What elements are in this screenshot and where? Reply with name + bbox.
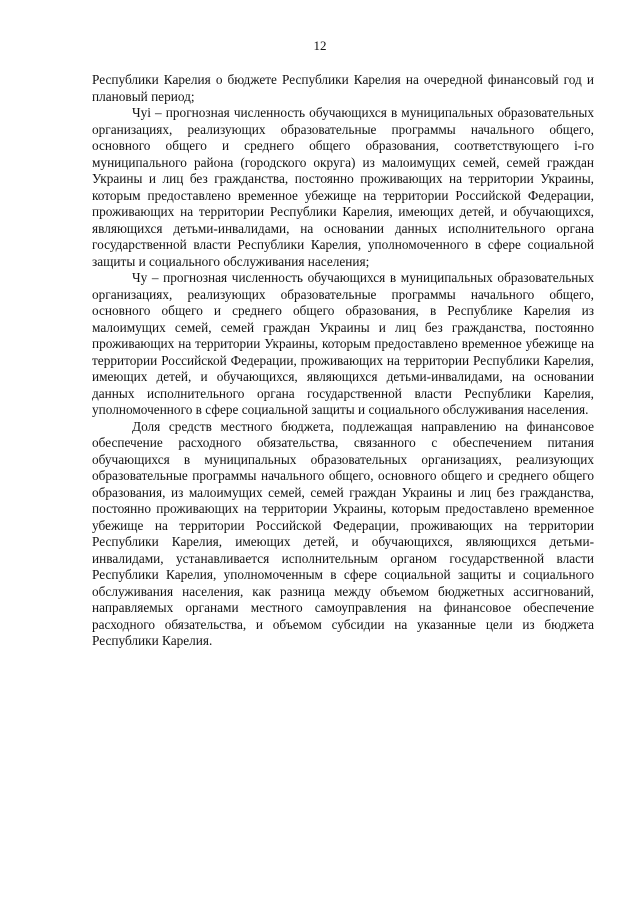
paragraph-definition-chu: Чу – прогнозная численность обучающихся в муниципальных образовательных организациях, реализующих образовательные программы начального общего, основного общего и среднего общего образования, в Республике Карелия из малоимущих семей, семей граждан Украины и лиц без гражданства, постоянно проживающих на территории Украины, которым предоставлено временное убежище на территории Российской Федерации, проживающих на территории Республики Карелия, имеющих детей, и обучающихся, являющихся детьми-инвалидами, на основании данных исполнительного органа государственной власти Республики Карелия, уполномоченного в сфере социальной защиты и социального обслуживания населения. xyxy=(92,270,594,417)
document-body xyxy=(92,72,594,650)
paragraph-definition-chui: Чуi – прогнозная численность обучающихся в муниципальных образовательных организациях, реализующих образовательные программы начального общего, основного общего и среднего общего образования, соответствующего i-го муниципального района (городского округа) из малоимущих семей, семей граждан Украины и лиц без гражданства, постоянно проживающих на территории Украины, которым предоставлено временное убежище на территории Российской Федерации, проживающих на территории Республики Карелия, имеющих детей, и обучающихся, являющихся детьми-инвалидами, на основании данных исполнительного органа государственной власти Республики Карелия, уполномоченного в сфере социальной защиты и социального обслуживания населения; xyxy=(92,105,594,269)
paragraph-local-budget-share: Доля средств местного бюджета, подлежащая направлению на финансовое обеспечение расходного обязательства, связанного с обеспечением питания обучающихся в муниципальных образовательных организациях, реализующих образовательные программы начального общего, основного общего и среднего общего образования, из малоимущих семей, семей граждан Украины и лиц без гражданства, постоянно проживающих на территории Украины, которым предоставлено временное убежище на территории Российской Федерации, проживающих на территории Республики Карелия, имеющих детей, и обучающихся, являющихся детьми-инвалидами, устанавливается исполнительным органом государственной власти Республики Карелия, уполномоченным в сфере социальной защиты и социального обслуживания населения, как разница между объемом бюджетных ассигнований, направляемых органами местного самоуправления на финансовое обеспечение расходного обязательства, и объемом субсидии на указанные цели из бюджета Республики Карелия. xyxy=(92,418,594,648)
page-number: 12 xyxy=(313,38,327,53)
paragraph-continuation: Республики Карелия о бюджете Республики Карелия на очередной финансовый год и плановый период; xyxy=(92,72,594,104)
